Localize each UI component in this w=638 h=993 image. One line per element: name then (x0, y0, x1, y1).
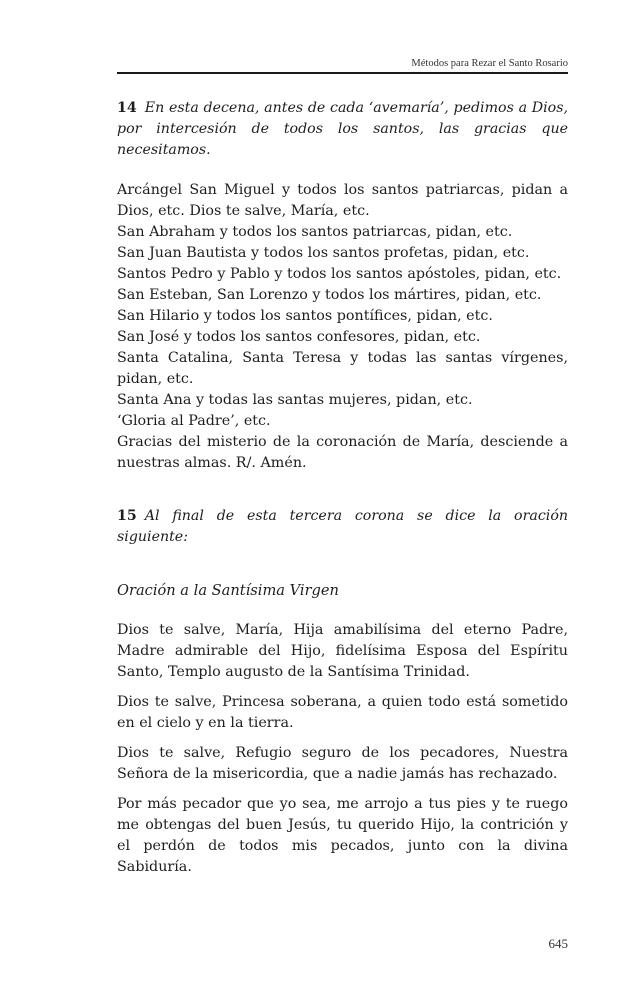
litany-line: Santa Catalina, Santa Teresa y todas las santas vírgenes, pidan, etc. (117, 350, 568, 387)
litany-block (117, 180, 568, 474)
book-page (117, 0, 568, 993)
litany-line: San José y todos los santos confesores, pidan, etc. (117, 329, 481, 345)
prayer-title: Oración a la Santísima Virgen (117, 582, 339, 599)
prayer-paragraph: Por más pecador que yo sea, me arrojo a tus pies y te ruego me obtengas del buen Jesús, tu querido Hijo, la contrición y el perdón de todos mis pecados, junto con la divina Sabiduría. (117, 796, 568, 875)
litany-line: Santos Pedro y Pablo y todos los santos apóstoles, pidan, etc. (117, 266, 562, 282)
litany-line: Santa Ana y todas las santas mujeres, pidan, etc. (117, 392, 473, 408)
litany-line: Gracias del misterio de la coronación de María, desciende a nuestras almas. R/. Amén. (117, 434, 568, 471)
prayer-paragraph: Dios te salve, Refugio seguro de los pecadores, Nuestra Señora de la misericordia, que a nadie jamás has rechazado. (117, 745, 568, 782)
litany-line: San Juan Bautista y todos los santos profetas, pidan, etc. (117, 245, 530, 261)
prayer-paragraph: Dios te salve, Princesa soberana, a quien todo está sometido en el cielo y en la tierra. (117, 694, 568, 731)
page-number: 645 (548, 936, 568, 951)
section-number: 15 (117, 508, 137, 524)
litany-line: San Esteban, San Lorenzo y todos los mártires, pidan, etc. (117, 287, 542, 303)
litany-line: San Hilario y todos los santos pontífices, pidan, etc. (117, 308, 493, 324)
section-number: 14 (117, 100, 137, 116)
running-header: Métodos para Rezar el Santo Rosario (411, 58, 568, 69)
prayer-paragraph: Dios te salve, María, Hija amabilísima del eterno Padre, Madre admirable del Hijo, fidelísima Esposa del Espíritu Santo, Templo augusto de la Santísima Trinidad. (117, 622, 568, 680)
litany-line: Arcángel San Miguel y todos los santos patriarcas, pidan a Dios, etc. Dios te salve, María, etc. (117, 182, 568, 219)
rubric-text: En esta decena, antes de cada ‘avemaría’, pedimos a Dios, por intercesión de todos los santos, las gracias que necesitamos. (117, 100, 568, 158)
section-14-rubric (117, 98, 568, 161)
header-rule (117, 72, 568, 74)
litany-line: San Abraham y todos los santos patriarcas, pidan, etc. (117, 224, 513, 240)
section-15-rubric (117, 506, 568, 548)
litany-line: ‘Gloria al Padre’, etc. (117, 413, 271, 429)
rubric-text: Al final de esta tercera corona se dice la oración siguiente: (117, 508, 568, 545)
page-body (117, 98, 568, 878)
